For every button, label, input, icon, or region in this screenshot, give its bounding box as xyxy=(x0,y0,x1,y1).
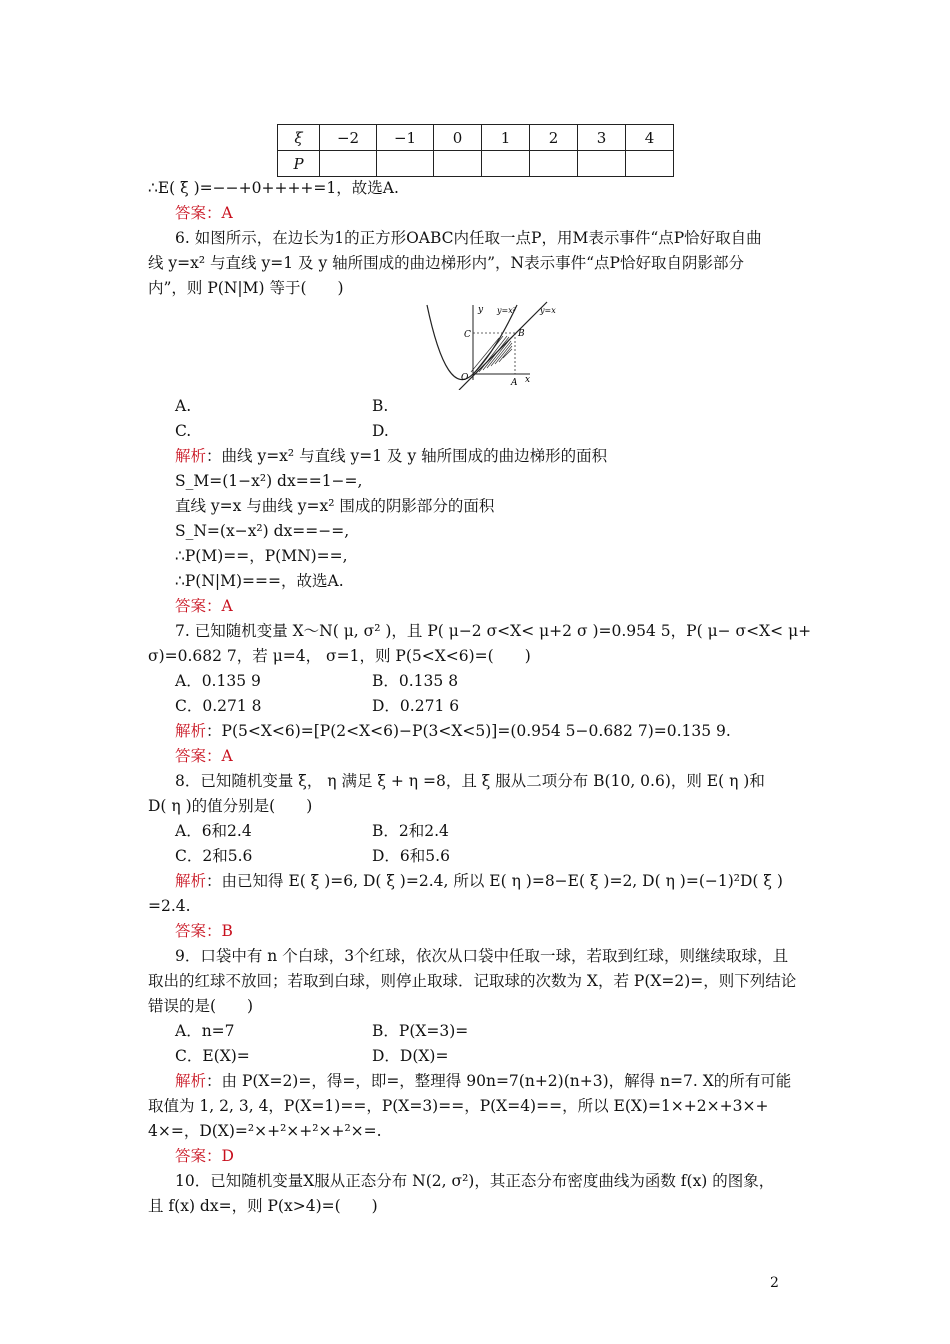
table-cell: −2 xyxy=(320,125,377,151)
solution-text: ：曲线 y=x² 与直线 y=1 及 y 轴所围成的曲边梯形的面积 xyxy=(206,447,608,465)
question-9-line-1: 9．口袋中有 n 个白球，3个红球，依次从口袋中任取一球，若取到红球，则继续取球，且 xyxy=(175,947,789,965)
solution-6-line-2: S_M=(1−x²) dx==1−=, xyxy=(175,472,363,490)
solution-6-line-6: ∴P(N|M)===，故选A. xyxy=(175,572,344,590)
question-10-line-1: 10．已知随机变量X服从正态分布 N(2, σ²)，其正态分布密度曲线为函数 f(x) 的图象， xyxy=(175,1172,775,1190)
curve-label: y=x² xyxy=(497,306,516,315)
page-number: 2 xyxy=(770,1275,779,1291)
axis-label-y: y xyxy=(478,305,484,315)
question-8-line-1: 8．已知随机变量 ξ， η 满足 ξ + η =8，且 ξ 服从二项分布 B(10, 0.6)，则 E( η )和 xyxy=(175,772,765,790)
table-cell: P xyxy=(278,151,320,177)
expectation-line: ∴E( ξ )=−−+0++++=1，故选A. xyxy=(148,179,399,197)
distribution-table xyxy=(277,124,674,177)
table-cell: −1 xyxy=(377,125,434,151)
question-6-line-2: 线 y=x² 与直线 y=1 及 y 轴所围成的曲边梯形内”，N表示事件“点P恰好取自阴影部分 xyxy=(148,254,744,272)
question-10-line-2: 且 f(x) dx=，则 P(x>4)=( ) xyxy=(148,1197,378,1215)
solution-6-line-5: ∴P(M)==，P(MN)==, xyxy=(175,547,348,565)
answer-5: 答案：A xyxy=(175,204,233,222)
solution-6-line-1 xyxy=(175,446,855,466)
solution-8-line-2: =2.4. xyxy=(148,897,191,915)
solution-text: ：由已知得 E( ξ )=6, D( ξ )=2.4, 所以 E( η )=8−E( ξ )=2, D( η )=(−1)²D( ξ ) xyxy=(206,872,783,890)
parabola-figure xyxy=(415,300,565,390)
answer-6: 答案：A xyxy=(175,597,233,615)
axis-label-x: x xyxy=(525,375,531,385)
option-c: C．E(X)= xyxy=(175,1047,250,1065)
point-label-b: B xyxy=(518,329,525,339)
solution-text: ：P(5<X<6)=[P(2<X<6)−P(3<X<5)]=(0.954 5−0.682 7)=0.135 9. xyxy=(206,722,731,740)
option-b: B. xyxy=(372,397,389,415)
option-a: A．n=7 xyxy=(175,1022,235,1040)
solution-6-line-4: S_N=(x−x²) dx==−=, xyxy=(175,522,350,540)
table-cell xyxy=(626,151,674,177)
line-y-equals-x xyxy=(459,302,547,390)
question-8-line-2: D( η )的值分别是( ) xyxy=(148,797,313,815)
answer-8: 答案：B xyxy=(175,922,233,940)
answer-7: 答案：A xyxy=(175,747,233,765)
solution-text: ：由 P(X=2)=，得=，即=，整理得 90n=7(n+2)(n+3)，解得 n=7. X的所有可能 xyxy=(206,1072,792,1090)
solution-label: 解析 xyxy=(175,722,207,740)
table-cell xyxy=(377,151,434,177)
option-d: D．D(X)= xyxy=(372,1047,449,1065)
option-b: B．P(X=3)= xyxy=(372,1022,469,1040)
question-6-line-1: 6. 如图所示，在边长为1的正方形OABC内任取一点P，用M表示事件“点P恰好取自曲 xyxy=(175,229,762,247)
solution-9-line-3: 4×=，D(X)=²×+²×+²×+²×=. xyxy=(148,1122,382,1140)
table-cell: 3 xyxy=(578,125,626,151)
option-c: C. xyxy=(175,422,192,440)
option-c: C．0.271 8 xyxy=(175,697,262,715)
table-cell: 4 xyxy=(626,125,674,151)
option-a: A. xyxy=(175,397,192,415)
option-d: D. xyxy=(372,422,389,440)
table-cell xyxy=(530,151,578,177)
table-cell xyxy=(578,151,626,177)
table-cell: ξ xyxy=(278,125,320,151)
option-a: A．0.135 9 xyxy=(175,672,261,690)
question-7-line-2: σ)=0.682 7，若 μ=4， σ=1，则 P(5<X<6)=( ) xyxy=(148,647,531,665)
table-cell: 1 xyxy=(482,125,530,151)
table-cell: 2 xyxy=(530,125,578,151)
table-cell xyxy=(320,151,377,177)
option-c: C．2和5.6 xyxy=(175,847,253,865)
option-b: B．2和2.4 xyxy=(372,822,449,840)
question-6-line-3: 内”，则 P(N|M) 等于( ) xyxy=(148,279,344,297)
solution-label: 解析 xyxy=(175,1072,207,1090)
question-7-line-1: 7. 已知随机变量 X～N( μ, σ² )，且 P( μ−2 σ<X< μ+2 σ )=0.954 5，P( μ− σ<X< μ+ xyxy=(175,622,812,640)
point-label-a: A xyxy=(511,378,518,388)
table-cell xyxy=(482,151,530,177)
point-label-o: O xyxy=(461,373,469,383)
option-a: A．6和2.4 xyxy=(175,822,252,840)
solution-6-line-3: 直线 y=x 与曲线 y=x² 围成的阴影部分的面积 xyxy=(175,497,495,515)
option-b: B．0.135 8 xyxy=(372,672,459,690)
question-9-line-2: 取出的红球不放回；若取到白球，则停止取球．记取球的次数为 X，若 P(X=2)=，则下列结论 xyxy=(148,972,797,990)
option-d: D．6和5.6 xyxy=(372,847,450,865)
question-9-line-3: 错误的是( ) xyxy=(148,997,254,1015)
point-label-c: C xyxy=(464,330,471,340)
solution-7 xyxy=(175,721,855,741)
table-row xyxy=(278,151,674,177)
solution-9-line-2: 取值为 1, 2, 3, 4，P(X=1)==，P(X=3)==，P(X=4)==，所以 E(X)=1×+2×+3×+ xyxy=(148,1097,769,1115)
solution-8-line-1 xyxy=(175,871,855,891)
solution-label: 解析 xyxy=(175,872,207,890)
table-cell: 0 xyxy=(434,125,482,151)
solution-label: 解析 xyxy=(175,447,207,465)
line-label: y=x xyxy=(540,306,556,315)
solution-9-line-1 xyxy=(175,1071,855,1091)
table-row xyxy=(278,125,674,151)
option-d: D．0.271 6 xyxy=(372,697,460,715)
table-cell xyxy=(434,151,482,177)
answer-9: 答案：D xyxy=(175,1147,234,1165)
